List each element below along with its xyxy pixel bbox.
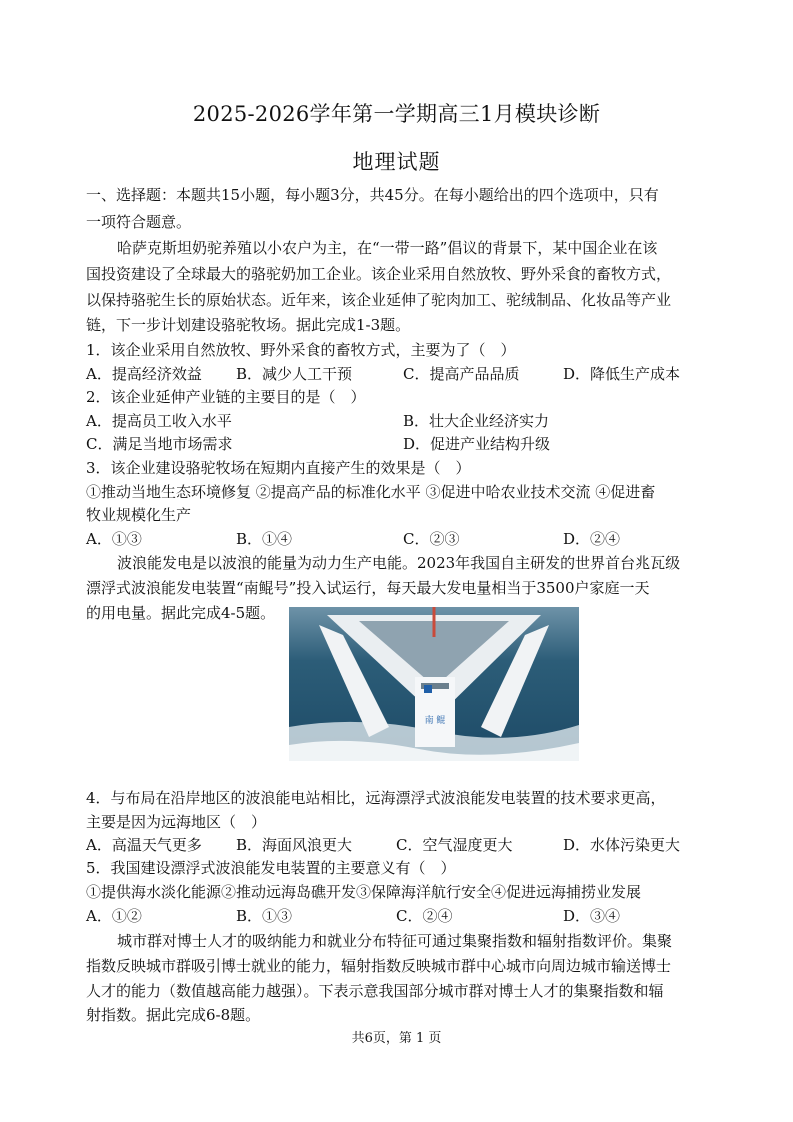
passage-3-line: 指数反映城市群吸引博士就业的能力，辐射指数反映城市群中心城市向周边城市输送博士	[86, 957, 672, 975]
question-5-option-d: D．③④	[563, 907, 621, 925]
passage-2-line: 的用电量。据此完成4-5题。	[86, 604, 276, 622]
passage-3-line: 射指数。据此完成6-8题。	[86, 1006, 261, 1024]
question-4-stem-cont: 主要是因为远海地区（ ）	[86, 813, 267, 831]
question-4-stem: 4．与布局在沿岸地区的波浪能电站相比，远海漂浮式波浪能发电装置的技术要求更高，	[86, 789, 666, 807]
question-1-stem: 1．该企业采用自然放牧、野外采食的畜牧方式，主要为了（ ）	[86, 341, 516, 359]
question-3-statements-cont: 牧业规模化生产	[86, 506, 192, 524]
wave-energy-device-photo	[289, 607, 579, 761]
question-4-option-b: B．海面风浪更大	[236, 836, 353, 854]
question-2-option-b: B．壮大企业经济实力	[403, 412, 550, 430]
question-1-option-a: A．提高经济效益	[86, 365, 202, 383]
passage-1-line: 链，下一步计划建设骆驼牧场。据此完成1-3题。	[86, 316, 411, 334]
question-5-option-c: C．②④	[396, 907, 453, 925]
question-1-option-d: D．降低生产成本	[563, 365, 681, 383]
passage-1-line: 以保持骆驼生长的原始状态。近年来，该企业延伸了驼肉加工、驼绒制品、化妆品等产业	[86, 291, 672, 309]
question-5-option-b: B．①③	[236, 907, 293, 925]
question-3-option-c: C．②③	[403, 530, 460, 548]
question-4-option-a: A．高温天气更多	[86, 836, 202, 854]
page-footer: 共6页，第 1 页	[351, 1031, 442, 1046]
section-instruction-cont: 一项符合题意。	[86, 213, 192, 231]
question-2-option-c: C．满足当地市场需求	[86, 435, 233, 453]
question-3-option-d: D．②④	[563, 530, 621, 548]
passage-2-line: 漂浮式波浪能发电装置“南鲲号”投入试运行，每天最大发电量相当于3500户家庭一天	[86, 579, 650, 597]
passage-1-line: 国投资建设了全球最大的骆驼奶加工企业。该企业采用自然放牧、野外采食的畜牧方式，	[86, 265, 672, 283]
question-3-statements: ①推动当地生态环境修复 ②提高产品的标准化水平 ③促进中哈农业技术交流 ④促进畜	[86, 483, 656, 501]
question-2-option-d: D．促进产业结构升级	[403, 435, 551, 453]
passage-1-line: 哈萨克斯坦奶驼养殖以小农户为主，在“一带一路”倡议的背景下，某中国企业在该	[117, 239, 658, 257]
question-2-stem: 2．该企业延伸产业链的主要目的是（ ）	[86, 388, 366, 406]
question-3-stem: 3．该企业建设骆驼牧场在短期内直接产生的效果是（ ）	[86, 459, 471, 477]
exam-subtitle: 地理试题	[352, 150, 441, 174]
question-2-option-a: A．提高员工收入水平	[86, 412, 232, 430]
section-instruction: 一、选择题：本题共15小题，每小题3分，共45分。在每小题给出的四个选项中，只有	[86, 186, 659, 204]
question-4-option-c: C．空气湿度更大	[396, 836, 513, 854]
question-3-option-a: A．①③	[86, 530, 142, 548]
question-5-stem: 5．我国建设漂浮式波浪能发电装置的主要意义有（ ）	[86, 859, 456, 877]
ship-name-text: 南 鲲	[424, 716, 446, 726]
passage-2-line: 波浪能发电是以波浪的能量为动力生产电能。2023年我国自主研发的世界首台兆瓦级	[117, 554, 681, 572]
exam-title: 2025-2026学年第一学期高三1月模块诊断	[192, 102, 601, 126]
question-5-option-a: A．①②	[86, 907, 142, 925]
question-5-statements: ①提供海水淡化能源②推动远海岛礁开发③保障海洋航行安全④促进远海捕捞业发展	[86, 883, 642, 901]
question-4-option-d: D．水体污染更大	[563, 836, 681, 854]
passage-3-line: 城市群对博士人才的吸纳能力和就业分布特征可通过集聚指数和辐射指数评价。集聚	[117, 932, 673, 950]
question-3-option-b: B．①④	[236, 530, 293, 548]
passage-3-line: 人才的能力（数值越高能力越强）。下表示意我国部分城市群对博士人才的集聚指数和辐	[86, 982, 664, 1000]
question-1-option-b: B．减少人工干预	[236, 365, 353, 383]
question-1-option-c: C．提高产品品质	[403, 365, 520, 383]
